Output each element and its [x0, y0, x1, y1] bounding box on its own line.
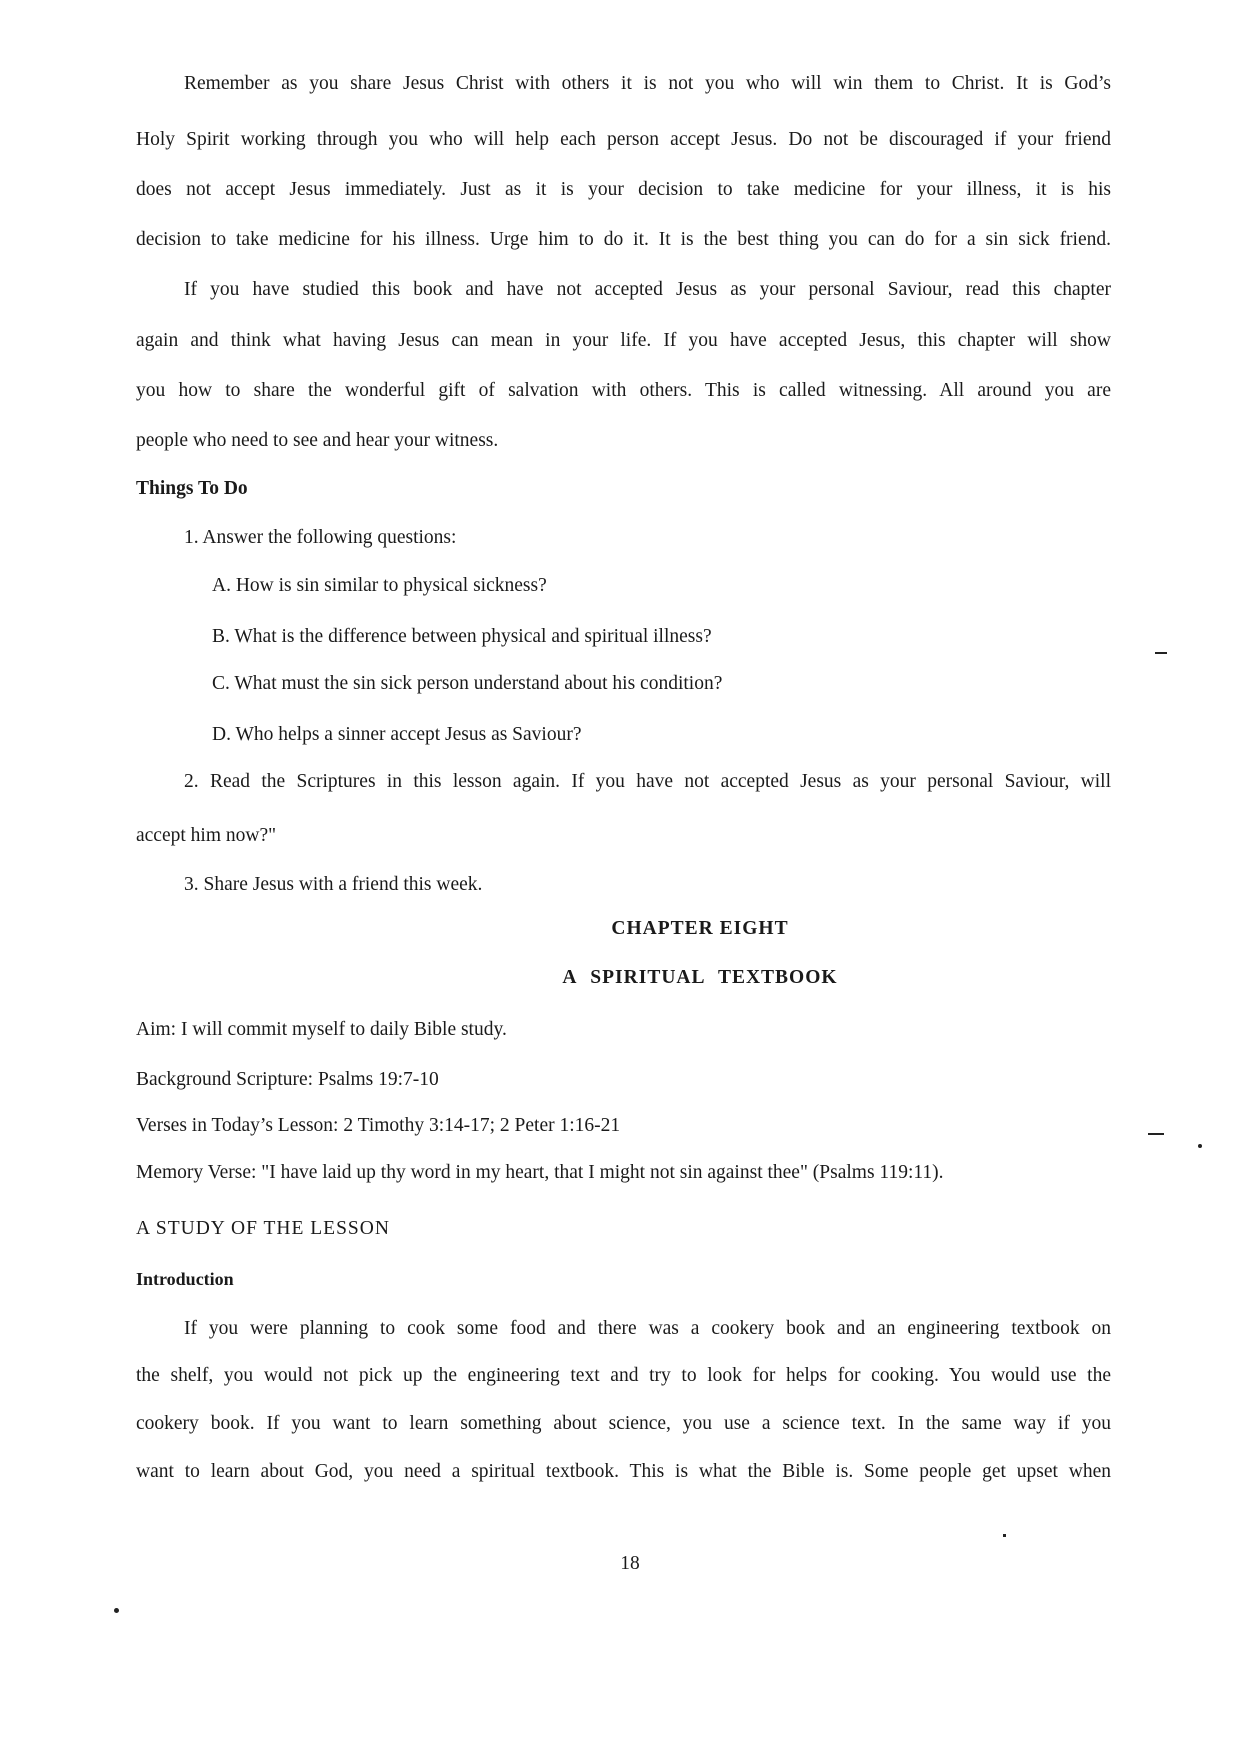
paragraph-line: cookery book. If you want to learn something about science, you use a science text. In the same way if you: [136, 1413, 1111, 1434]
paragraph-line: decision to take medicine for his illness. Urge him to do it. It is the best thing you can do for a sin sick friend.: [136, 229, 1111, 250]
list-item: accept him now?": [136, 825, 277, 846]
paragraph-line: again and think what having Jesus can mean in your life. If you have accepted Jesus, this chapter will show: [136, 330, 1111, 351]
paragraph-line: If you have studied this book and have not accepted Jesus as your personal Saviour, read this chapter: [184, 279, 1111, 300]
list-item: 2. Read the Scriptures in this lesson again. If you have not accepted Jesus as your personal Saviour, will: [184, 771, 1111, 792]
scan-speck: [114, 1608, 119, 1613]
question-item: C. What must the sin sick person understand about his condition?: [212, 673, 723, 694]
paragraph-line: people who need to see and hear your witness.: [136, 430, 499, 451]
page-number: 18: [620, 1553, 640, 1574]
paragraph-line: you how to share the wonderful gift of salvation with others. This is called witnessing. All around you are: [136, 380, 1111, 401]
paragraph-line: Holy Spirit working through you who will help each person accept Jesus. Do not be discouraged if your friend: [136, 129, 1111, 150]
memory-verse: Memory Verse: "I have laid up thy word in my heart, that I might not sin against thee" (Psalms 119:11).: [136, 1162, 944, 1183]
paragraph-line: the shelf, you would not pick up the engineering text and try to look for helps for cooking. You would use the: [136, 1365, 1111, 1386]
list-item: 1. Answer the following questions:: [184, 527, 457, 548]
scan-speck: [1198, 1144, 1202, 1148]
paragraph-line: Remember as you share Jesus Christ with others it is not you who will win them to Christ. It is God’s: [184, 73, 1111, 94]
list-item: 3. Share Jesus with a friend this week.: [184, 874, 483, 895]
paragraph-line: does not accept Jesus immediately. Just as it is your decision to take medicine for your illness, it is his: [136, 179, 1111, 200]
study-heading: A STUDY OF THE LESSON: [136, 1218, 390, 1239]
question-item: D. Who helps a sinner accept Jesus as Saviour?: [212, 724, 582, 745]
things-to-do-heading: Things To Do: [136, 478, 248, 499]
paragraph-line: If you were planning to cook some food and there was a cookery book and an engineering textbook on: [184, 1318, 1111, 1339]
chapter-subtitle: A SPIRITUAL TEXTBOOK: [562, 967, 838, 988]
scan-speck: [1148, 1133, 1164, 1135]
aim: Aim: I will commit myself to daily Bible study.: [136, 1019, 507, 1040]
scan-speck: [1003, 1534, 1006, 1537]
background-scripture: Background Scripture: Psalms 19:7-10: [136, 1069, 439, 1090]
introduction-heading: Introduction: [136, 1269, 234, 1289]
verses-in-lesson: Verses in Today’s Lesson: 2 Timothy 3:14-17; 2 Peter 1:16-21: [136, 1115, 621, 1136]
paragraph-line: want to learn about God, you need a spiritual textbook. This is what the Bible is. Some people get upset when: [136, 1461, 1111, 1482]
chapter-title: CHAPTER EIGHT: [611, 918, 789, 939]
question-item: B. What is the difference between physical and spiritual illness?: [212, 626, 712, 647]
scan-speck: [1155, 652, 1167, 654]
question-item: A. How is sin similar to physical sickness?: [212, 575, 547, 596]
